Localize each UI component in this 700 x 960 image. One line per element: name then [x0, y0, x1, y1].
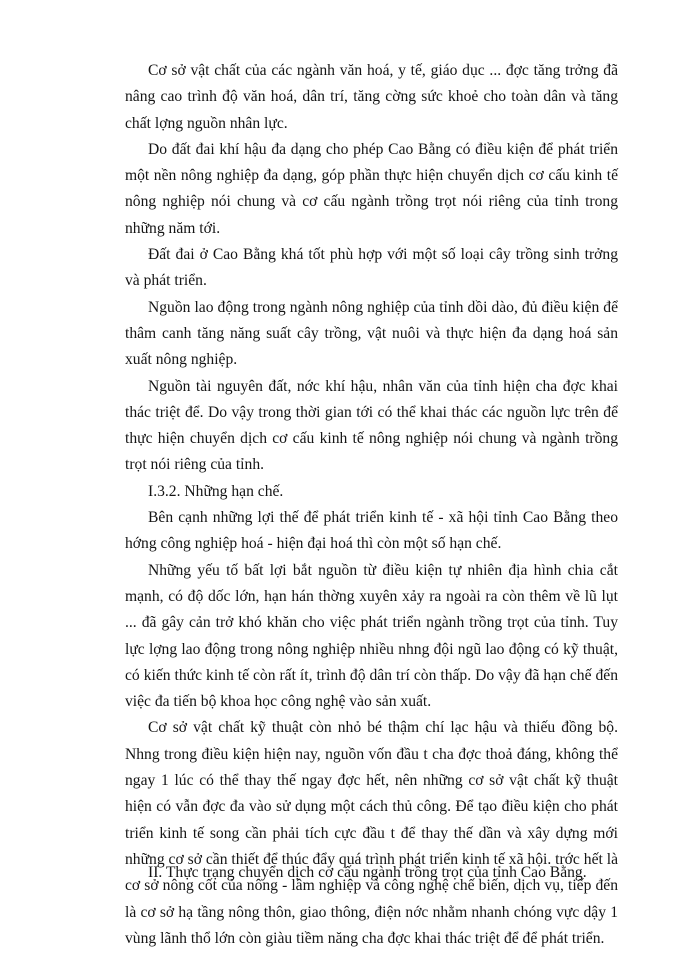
subsection-heading: I.3.2. Những hạn chế.: [148, 482, 284, 500]
paragraph-labor-force: Nguồn lao động trong ngành nông nghiệp của tỉnh dồi dào, đủ điều kiện để thâm canh tăng năng suất cây trồng, vật nuôi và thực hiện đa dạng hoá sản xuất nông nghiệp.: [125, 298, 618, 369]
paragraph-technical-facilities: Cơ sở vật chất kỹ thuật còn nhỏ bé thậm chí lạc hậu và thiếu đồng bộ. Nhng trong điều kiện hiện nay, nguồn vốn đầu t cha đợc thoả đáng, không thể ngay 1 lúc có thể thay thế ngay đợc hết, nên những cơ sở vật chất kỹ thuật hiện có vẫn đợc đa vào sử dụng một cách thủ công. Để tạo điều kiện cho phát triển kinh tế song cần phải tích cực đầu t để thay thế dần và xây dựng mới những cơ sở cần thiết để thúc đẩy quá trình phát triển kinh tế xã hội. trớc hết là cơ sở nông cốt của nông - lâm nghiệp và công nghệ chế biến, dịch vụ, tiếp đến là cơ sở hạ tầng nông thôn, giao thông, điện nớc nhằm nhanh chóng vực dậy 1 vùng lãnh thổ lớn còn giàu tiềm năng cha đợc khai thác triệt để để phát triển.: [125, 719, 618, 947]
paragraph-land-quality: Đất đai ở Cao Bằng khá tốt phù hợp với một số loại cây trồng sinh trởng và phát triển.: [125, 246, 618, 290]
paragraph-limitations-intro: Bên cạnh những lợi thế để phát triển kinh tế - xã hội tỉnh Cao Bằng theo hớng công nghiệp hoá - hiện đại hoá thì còn một số hạn chế.: [125, 509, 618, 553]
section-heading: II. Thực trạng chuyển dịch cơ cấu ngành trồng trọt của tỉnh Cao Bằng.: [148, 864, 587, 881]
body-text: [125, 58, 618, 952]
paragraph-climate-diversity: Do đất đai khí hậu đa dạng cho phép Cao Bằng có điều kiện để phát triển một nền nông nghiệp đa dạng, góp phần thực hiện chuyển dịch cơ cấu kinh tế nông nghiệp nói chung và cơ cấu ngành trồng trọt nói riêng của tỉnh trong những năm tới.: [125, 140, 618, 237]
paragraph-natural-resources: Nguồn tài nguyên đất, nớc khí hậu, nhân văn của tỉnh hiện cha đợc khai thác triệt để. Do vậy trong thời gian tới có thể khai thác các nguồn lực trên để thực hiện chuyển dịch cơ cấu kinh tế nông nghiệp nói chung và ngành trồng trọt nói riêng của tỉnh.: [125, 377, 618, 474]
paragraph-unfavorable-factors: Những yếu tố bất lợi bắt nguồn từ điều kiện tự nhiên địa hình chia cắt mạnh, có độ dốc lớn, hạn hán thờng xuyên xảy ra ngoài ra còn thêm về lũ lụt ... đã gây cản trở khó khăn cho việc phát triển ngành trồng trọt của tỉnh. Tuy lực lợng lao động trong nông nghiệp nhiều nhng đội ngũ lao động có kỹ thuật, có kiến thức kinh tế còn rất ít, trình độ dân trí còn thấp. Do vậy đã hạn chế đến việc đa tiến bộ khoa học công nghệ vào sản xuất.: [125, 561, 618, 711]
paragraph-infrastructure: Cơ sở vật chất của các ngành văn hoá, y tế, giáo dục ... đợc tăng trởng đã nâng cao trình độ văn hoá, dân trí, tăng cờng sức khoẻ cho toàn dân và tăng chất lợng nguồn nhân lực.: [125, 62, 618, 132]
